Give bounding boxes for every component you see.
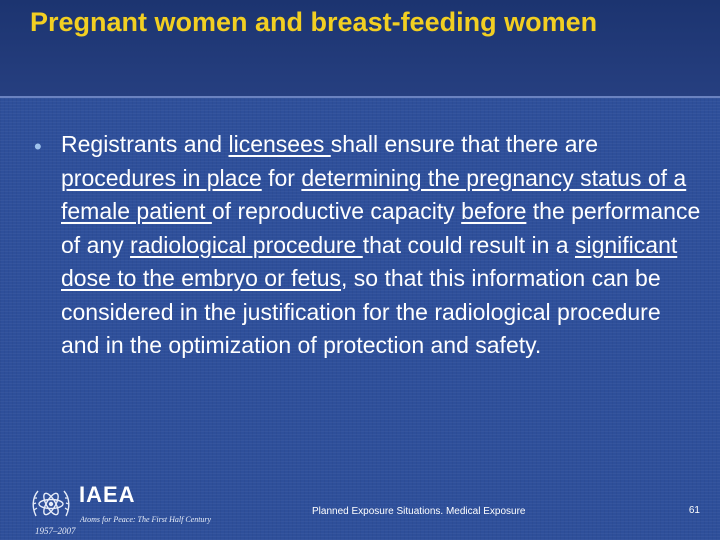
bullet-marker: • bbox=[34, 134, 42, 159]
underlined-phrase: licensees bbox=[228, 131, 331, 157]
title-divider bbox=[0, 96, 720, 98]
bullet-text bbox=[61, 128, 701, 363]
logo-name: IAEA bbox=[79, 482, 136, 507]
page-number: 61 bbox=[688, 505, 700, 516]
underlined-phrase: determining the pregnancy status of a female patient bbox=[61, 164, 687, 224]
text-run: Registrants and bbox=[61, 131, 229, 157]
logo-years: 1957–2007 bbox=[35, 526, 76, 536]
text-run: of reproductive capacity bbox=[211, 198, 462, 224]
text-run: for bbox=[261, 164, 302, 191]
underlined-phrase: significant dose to the embryo or fetus bbox=[61, 231, 678, 291]
footer-section-title: Planned Exposure Situations. Medical Exposure bbox=[312, 506, 526, 517]
logo-tagline: Atoms for Peace: The First Half Century bbox=[80, 515, 212, 524]
atom-emblem-icon bbox=[30, 484, 72, 526]
slide-title: Pregnant women and breast-feeding women bbox=[30, 7, 598, 37]
iaea-logo bbox=[30, 482, 220, 538]
underlined-phrase: radiological procedure bbox=[130, 231, 363, 258]
text-run: shall ensure that there are bbox=[330, 131, 598, 157]
text-run: that could result in a bbox=[362, 231, 575, 258]
underlined-phrase: before bbox=[461, 198, 527, 224]
text-run: the performance of any bbox=[61, 198, 701, 258]
text-run: , so that this information can be considered in the justification for the radiological procedure and in the optimization of protection and safety. bbox=[61, 265, 661, 358]
underlined-phrase: procedures in place bbox=[61, 164, 262, 191]
